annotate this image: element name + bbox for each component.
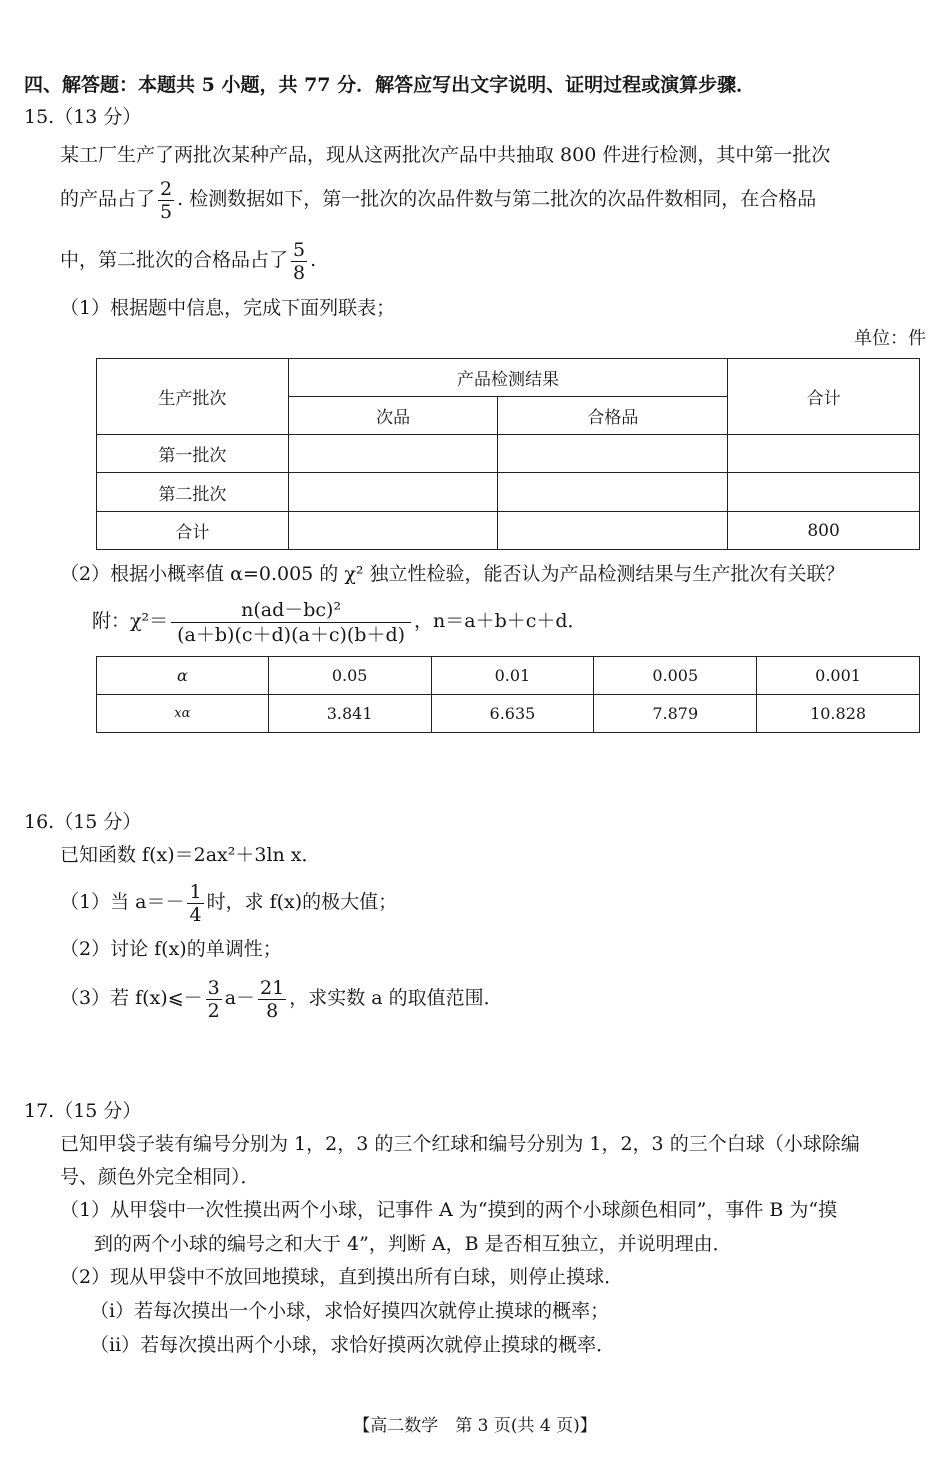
fraction-numerator: 3 [207,976,220,999]
fraction-one-quarter [187,881,203,926]
q15-part1: （1）根据题中信息，完成下面列联表； [60,297,396,319]
q15-part2: （2）根据小概率值 α=0.005 的 χ² 独立性检验，能否认为产品检测结果与生产批次有关联？ [60,563,845,585]
alpha-label: α [97,657,269,695]
q16-part2: （2）讨论 f(x)的单调性； [60,938,282,960]
q15-p3-pre: 中，第二批次的合格品占了 [60,249,289,271]
fraction-numerator: 21 [260,976,285,999]
q15-p2-pre: 的产品占了 [60,188,156,210]
row-label-total: 合计 [97,512,289,550]
cell-empty [498,473,728,512]
section-header: 四、解答题：本题共 5 小题，共 77 分．解答应写出文字说明、证明过程或演算步骤． [24,74,756,96]
fraction-two-fifths [158,178,174,223]
fraction-denominator: 4 [189,903,202,926]
table-row [97,473,920,512]
cell-empty [288,435,498,473]
row-label-batch2: 第二批次 [97,473,289,512]
table-row [97,512,920,550]
cell-empty [728,473,920,512]
cell-empty [288,512,498,550]
q16-p3-mid: a－ [224,987,256,1009]
header-total: 合计 [728,359,920,435]
q16-p1-pre: （1）当 a＝－ [60,891,185,913]
alpha-value: 0.05 [268,657,431,695]
q17-line1: 已知甲袋子装有编号分别为 1，2，3 的三个红球和编号分别为 1，2，3 的三个白球（小球除编 [60,1133,860,1155]
critical-value: 6.635 [431,695,594,733]
table-row [97,435,920,473]
q17-line2: 号、颜色外完全相同）． [60,1166,260,1188]
critical-value: 10.828 [757,695,920,733]
critical-value: 7.879 [594,695,757,733]
alpha-value: 0.001 [757,657,920,695]
q16-part3 [60,972,503,1024]
q15-heading: 15.（13 分） [24,106,142,128]
header-qualified: 合格品 [498,397,728,435]
header-defective: 次品 [288,397,498,435]
q16-stem: 已知函数 f(x)＝2ax²＋3ln x． [60,844,321,866]
q17-part2-i: （ⅰ）若每次摸出一个小球，求恰好摸四次就停止摸球的概率； [90,1300,610,1322]
q15-paragraph-line3 [60,236,316,284]
q16-part1 [60,876,397,928]
fraction-denominator: 8 [266,999,279,1022]
formula-prefix: 附：χ²＝ [92,610,169,632]
cell-grand-total: 800 [728,512,920,550]
unit-label: 单位：件 [854,328,926,349]
chi-square-formula [92,595,587,647]
cell-empty [288,473,498,512]
fraction-twentyone-eighths [258,977,286,1022]
alpha-value: 0.005 [594,657,757,695]
q17-part1-line2: 到的两个小球的编号之和大于 4”，判断 A，B 是否相互独立，并说明理由． [94,1233,732,1255]
q17-part2: （2）现从甲袋中不放回地摸球，直到摸出所有白球，则停止摸球． [60,1266,624,1288]
q15-p3-post: . [310,249,317,271]
q17-part2-ii: （ⅱ）若每次摸出两个小球，求恰好摸两次就停止摸球的概率． [90,1334,616,1356]
cell-empty [498,435,728,473]
fraction-numerator: 2 [160,177,173,200]
q15-paragraph-line2 [60,175,816,223]
formula-suffix: ，n＝a＋b＋c＋d． [414,610,587,632]
fraction-numerator: 1 [189,880,202,903]
fraction-denominator: 5 [160,200,173,223]
fraction-denominator: 2 [207,999,220,1022]
q16-heading: 16.（15 分） [24,811,142,833]
q15-p2-post: . 检测数据如下，第一批次的次品件数与第二批次的次品件数相同，在合格品 [177,188,817,210]
critical-value-table [96,656,920,733]
chi-square-fraction [171,598,411,647]
contingency-table [96,358,920,550]
q16-p3-pre: （3）若 f(x)⩽－ [60,987,203,1009]
fraction-three-halves [206,977,222,1022]
critical-x-label: xα [97,695,269,733]
fraction-numerator: n(ad－bc)² [171,598,411,623]
alpha-value: 0.01 [431,657,594,695]
q15-paragraph-line1: 某工厂生产了两批次某种产品，现从这两批次产品中共抽取 800 件进行检测，其中第一批次 [60,144,831,166]
fraction-five-eighths [291,239,307,284]
critical-value: 3.841 [268,695,431,733]
fraction-numerator: 5 [293,238,306,261]
table-row [97,695,920,733]
fraction-denominator: (a＋b)(c＋d)(a＋c)(b＋d) [177,623,406,646]
cell-empty [728,435,920,473]
row-label-batch1: 第一批次 [97,435,289,473]
header-batch: 生产批次 [97,359,289,435]
header-result: 产品检测结果 [288,359,727,397]
q16-p3-post: ，求实数 a 的取值范围． [289,987,503,1009]
q17-part1-line1: （1）从甲袋中一次性摸出两个小球，记事件 A 为“摸到的两个小球颜色相同”，事件 B 为“摸 [60,1199,838,1221]
page-footer: 【高二数学 第 3 页(共 4 页)】 [353,1416,597,1436]
q16-p1-post: 时，求 f(x)的极大值； [206,891,398,913]
table-row [97,657,920,695]
q17-heading: 17.（15 分） [24,1100,142,1122]
cell-empty [498,512,728,550]
fraction-denominator: 8 [293,261,306,284]
